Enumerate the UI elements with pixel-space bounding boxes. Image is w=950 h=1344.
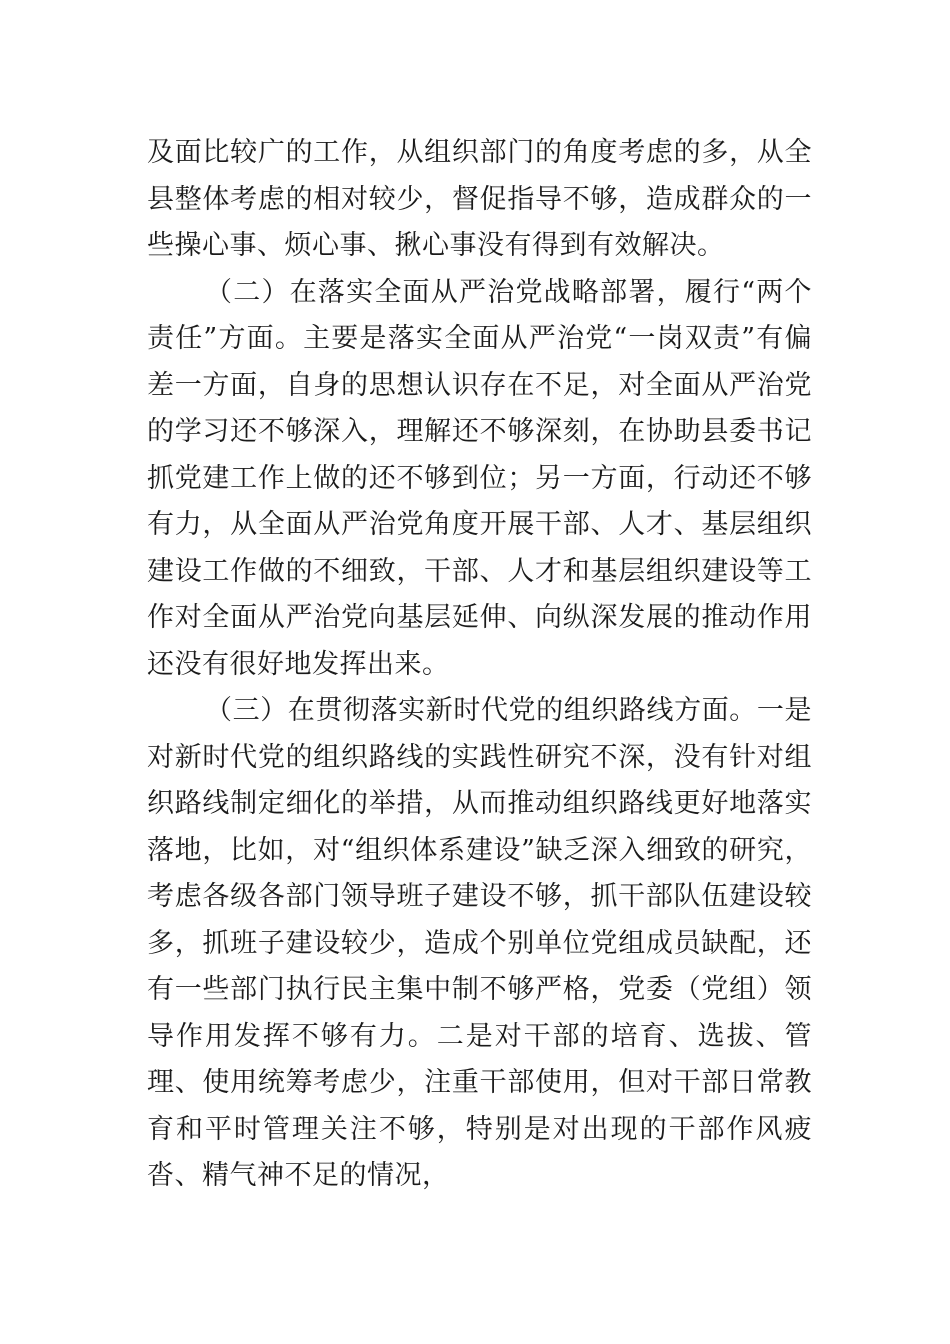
paragraph-continuation: 及面比较广的工作，从组织部门的角度考虑的多，从全县整体考虑的相对较少，督促指导不够，造成群众的一些操心事、烦心事、揪心事没有得到有效解决。	[147, 137, 812, 261]
paragraph-section-three: （三）在贯彻落实新时代党的组织路线方面。一是对新时代党的组织路线的实践性研究不深，没有针对组织路线制定细化的举措，从而推动组织路线更好地落实落地，比如，对“组织体系建设”缺乏深入细致的研究，考虑各级各部门领导班子建设不够，抓干部队伍建设较多，抓班子建设较少，造成个别单位党组成员缺配，还有一些部门执行民主集中制不够严格，党委（党组）领导作用发挥不够有力。二是对干部的培育、选拔、管理、使用统筹考虑少，注重干部使用，但对干部日常教育和平时管理关注不够，特别是对出现的干部作风疲沓、精气神不足的情况，	[147, 695, 812, 1191]
body-text	[147, 130, 812, 1200]
paragraph-section-two: （二）在落实全面从严治党战略部署，履行“两个责任”方面。主要是落实全面从严治党“一岗双责”有偏差一方面，自身的思想认识存在不足，对全面从严治党的学习还不够深入，理解还不够深刻，在协助县委书记抓党建工作上做的还不够到位；另一方面，行动还不够有力，从全面从严治党角度开展干部、人才、基层组织建设工作做的不细致，干部、人才和基层组织建设等工作对全面从严治党向基层延伸、向纵深发展的推动作用还没有很好地发挥出来。	[147, 276, 812, 680]
